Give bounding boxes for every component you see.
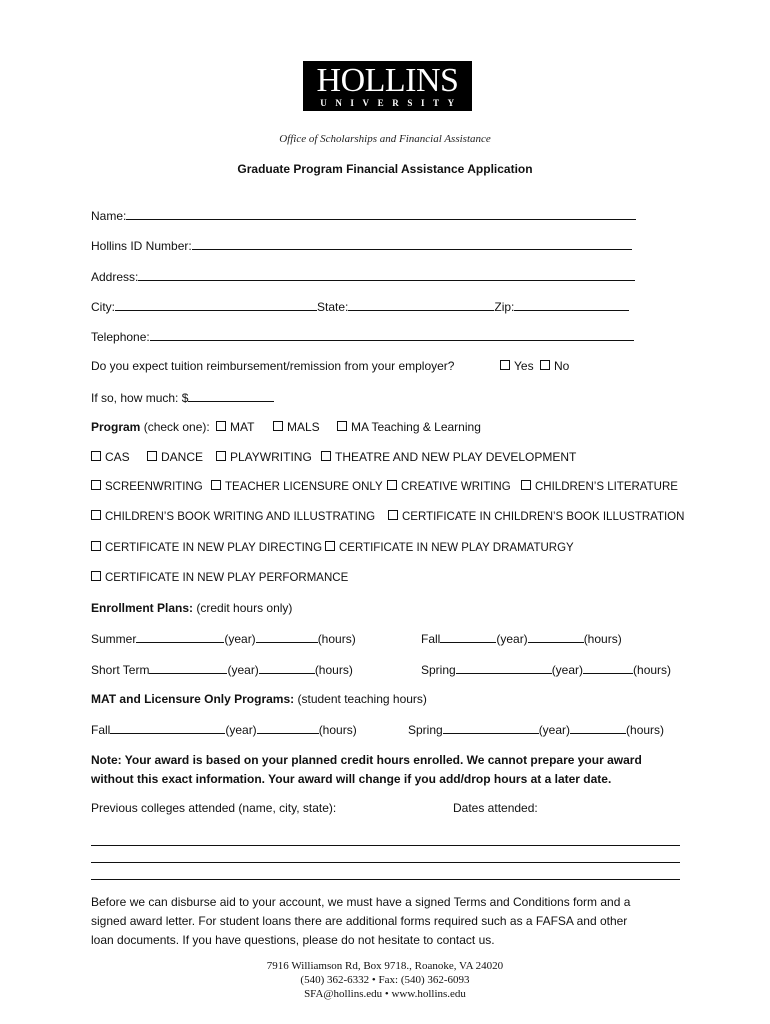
employer-no-option[interactable] [540, 359, 569, 373]
hours-label: (hours) [317, 632, 356, 646]
program-option-screenwriting[interactable] [91, 480, 203, 493]
checkbox[interactable] [337, 421, 347, 431]
state-label: State: [317, 300, 349, 314]
option-label: CAS [105, 450, 130, 464]
year-label: (year) [224, 632, 256, 646]
logo-wordmark: HOLLINS [316, 62, 459, 99]
short-term-hours-field[interactable] [259, 662, 315, 674]
checkbox[interactable] [91, 510, 101, 520]
program-option-cert-play-directing[interactable] [91, 541, 322, 554]
telephone-row [91, 329, 634, 344]
address-label: Address: [91, 270, 139, 284]
colleges-line-2[interactable] [91, 862, 680, 863]
spring-label: Spring [408, 723, 443, 737]
hours-label: (hours) [314, 663, 353, 677]
name-label: Name: [91, 209, 127, 223]
option-label: CERTIFICATE IN NEW PLAY DIRECTING [105, 542, 323, 554]
spring-row [421, 662, 671, 677]
option-label: CHILDREN’S BOOK WRITING AND ILLUSTRATING [105, 511, 376, 523]
program-option-cert-play-dramaturgy[interactable] [325, 541, 574, 554]
program-option-ma-teaching[interactable] [337, 420, 481, 434]
checkbox[interactable] [521, 480, 531, 490]
program-option-childrens-literature[interactable] [521, 480, 678, 493]
yes-checkbox[interactable] [500, 360, 510, 370]
program-option-childrens-book-writing[interactable] [91, 510, 375, 523]
checkbox[interactable] [211, 480, 221, 490]
mat-spring-row [408, 722, 664, 737]
fall-label: Fall [421, 632, 441, 646]
hours-label: (hours) [626, 723, 665, 737]
city-field[interactable] [115, 299, 317, 311]
zip-label: Zip: [494, 300, 515, 314]
option-label: CERTIFICATE IN NEW PLAY PERFORMANCE [105, 572, 349, 584]
yes-label: Yes [514, 359, 534, 373]
summer-year-field[interactable] [136, 631, 224, 643]
year-label: (year) [227, 663, 259, 677]
program-hint: (check one): [143, 420, 210, 434]
program-label: Program [91, 420, 141, 434]
closing-line-2: signed award letter. For student loans there are additional forms required such as a FAFSA and other [91, 914, 628, 928]
city-state-zip-row [91, 299, 629, 314]
state-field[interactable] [348, 299, 494, 311]
option-label: CERTIFICATE IN CHILDREN’S BOOK ILLUSTRATION [402, 511, 685, 523]
checkbox[interactable] [325, 541, 335, 551]
colleges-line-1[interactable] [91, 845, 680, 846]
award-note-line-2: without this exact information. Your award will change if you add/drop hours at a later date. [91, 772, 612, 786]
closing-line-1: Before we can disburse aid to your account, we must have a signed Terms and Conditions form and a [91, 895, 631, 909]
hollins-id-label: Hollins ID Number: [91, 239, 192, 253]
footer-contact: SFA@hollins.edu • www.hollins.edu [304, 988, 466, 1000]
hours-label: (hours) [583, 632, 622, 646]
closing-line-3: loan documents. If you have questions, please do not hesitate to contact us. [91, 933, 495, 947]
checkbox[interactable] [387, 480, 397, 490]
program-option-playwriting[interactable] [216, 450, 312, 464]
mat-heading [91, 692, 427, 706]
short-term-row [91, 662, 353, 677]
address-field[interactable] [138, 269, 635, 281]
fall-label: Fall [91, 723, 111, 737]
logo-subtitle: UNIVERSITY [320, 98, 463, 108]
option-label: CERTIFICATE IN NEW PLAY DRAMATURGY [339, 542, 574, 554]
hollins-logo [303, 61, 472, 111]
program-option-cert-childrens-illustration[interactable] [388, 510, 684, 523]
mat-spring-year-field[interactable] [443, 722, 539, 734]
name-row [91, 208, 636, 223]
closing-paragraph [91, 893, 681, 950]
how-much-label: If so, how much: $ [91, 391, 189, 405]
footer-address: 7916 Williamson Rd, Box 9718., Roanoke, VA 24020 [266, 960, 504, 972]
footer [0, 959, 770, 1001]
telephone-label: Telephone: [91, 330, 150, 344]
mat-spring-hours-field[interactable] [570, 722, 626, 734]
checkbox[interactable] [388, 510, 398, 520]
option-label: PLAYWRITING [230, 450, 312, 464]
mat-hint: (student teaching hours) [297, 692, 427, 706]
fall-hours-field[interactable] [528, 631, 584, 643]
option-label: MAT [230, 420, 255, 434]
option-label: SCREENWRITING [105, 481, 203, 493]
program-option-mat[interactable] [216, 420, 254, 434]
hours-label: (hours) [633, 663, 672, 677]
year-label: (year) [538, 723, 571, 737]
option-label: DANCE [161, 450, 204, 464]
program-option-mals[interactable] [273, 420, 320, 434]
enrollment-heading [91, 601, 292, 615]
no-label: No [554, 359, 570, 373]
colleges-line-3[interactable] [91, 879, 680, 880]
short-term-label: Short Term [91, 663, 150, 677]
checkbox[interactable] [91, 541, 101, 551]
award-note-line-1: Note: Your award is based on your planned credit hours enrolled. We cannot prepare your award [91, 753, 642, 767]
summer-label: Summer [91, 632, 137, 646]
checkbox[interactable] [91, 571, 101, 581]
enrollment-hint: (credit hours only) [196, 601, 293, 615]
no-checkbox[interactable] [540, 360, 550, 370]
city-label: City: [91, 300, 115, 314]
colleges-label: Previous colleges attended (name, city, state): [91, 801, 337, 815]
id-row [91, 238, 632, 253]
mat-fall-year-field[interactable] [110, 722, 225, 734]
checkbox[interactable] [321, 451, 331, 461]
footer-phone: (540) 362-6332 • Fax: (540) 362-6093 [300, 974, 470, 986]
program-option-theatre[interactable] [321, 450, 576, 464]
summer-row [91, 631, 356, 646]
spring-hours-field[interactable] [583, 662, 633, 674]
fall-row [421, 631, 622, 646]
mat-fall-hours-field[interactable] [257, 722, 319, 734]
program-option-cert-play-performance[interactable] [91, 571, 348, 584]
how-much-field[interactable] [188, 390, 274, 402]
telephone-field[interactable] [150, 329, 634, 341]
program-option-cas[interactable] [91, 450, 130, 464]
program-option-teacher-licensure[interactable] [211, 480, 383, 493]
fall-year-field[interactable] [440, 631, 496, 643]
mat-label: MAT and Licensure Only Programs: [91, 692, 295, 706]
option-label: CHILDREN’S LITERATURE [535, 481, 678, 493]
option-label: CREATIVE WRITING [401, 481, 511, 493]
checkbox[interactable] [91, 451, 101, 461]
checkbox[interactable] [91, 480, 101, 490]
program-option-dance[interactable] [147, 450, 203, 464]
year-label: (year) [225, 723, 257, 737]
mat-fall-row [91, 722, 357, 737]
option-label: MA Teaching & Learning [351, 420, 481, 434]
option-label: TEACHER LICENSURE ONLY [225, 481, 383, 493]
award-note [91, 751, 681, 789]
option-label: THEATRE AND NEW PLAY DEVELOPMENT [335, 450, 577, 464]
short-term-year-field[interactable] [149, 662, 227, 674]
year-label: (year) [496, 632, 528, 646]
year-label: (year) [551, 663, 584, 677]
employer-yes-option[interactable] [500, 359, 534, 373]
spring-label: Spring [421, 663, 456, 677]
checkbox[interactable] [216, 451, 226, 461]
checkbox[interactable] [216, 421, 226, 431]
name-field[interactable] [126, 208, 636, 220]
zip-field[interactable] [514, 299, 629, 311]
address-row [91, 269, 635, 284]
form-title: Graduate Program Financial Assistance Application [237, 162, 533, 176]
hours-label: (hours) [318, 723, 357, 737]
checkbox[interactable] [273, 421, 283, 431]
summer-hours-field[interactable] [256, 631, 318, 643]
program-option-creative-writing[interactable] [387, 480, 511, 493]
employer-question: Do you expect tuition reimbursement/remission from your employer? [91, 359, 455, 373]
spring-year-field[interactable] [456, 662, 552, 674]
program-label-group [91, 420, 210, 434]
hollins-id-field[interactable] [192, 238, 632, 250]
dates-attended-label: Dates attended: [453, 801, 538, 815]
option-label: MALS [287, 420, 320, 434]
office-name: Office of Scholarships and Financial Assistance [279, 133, 491, 145]
enrollment-label: Enrollment Plans: [91, 601, 194, 615]
how-much-row [91, 390, 274, 405]
checkbox[interactable] [147, 451, 157, 461]
